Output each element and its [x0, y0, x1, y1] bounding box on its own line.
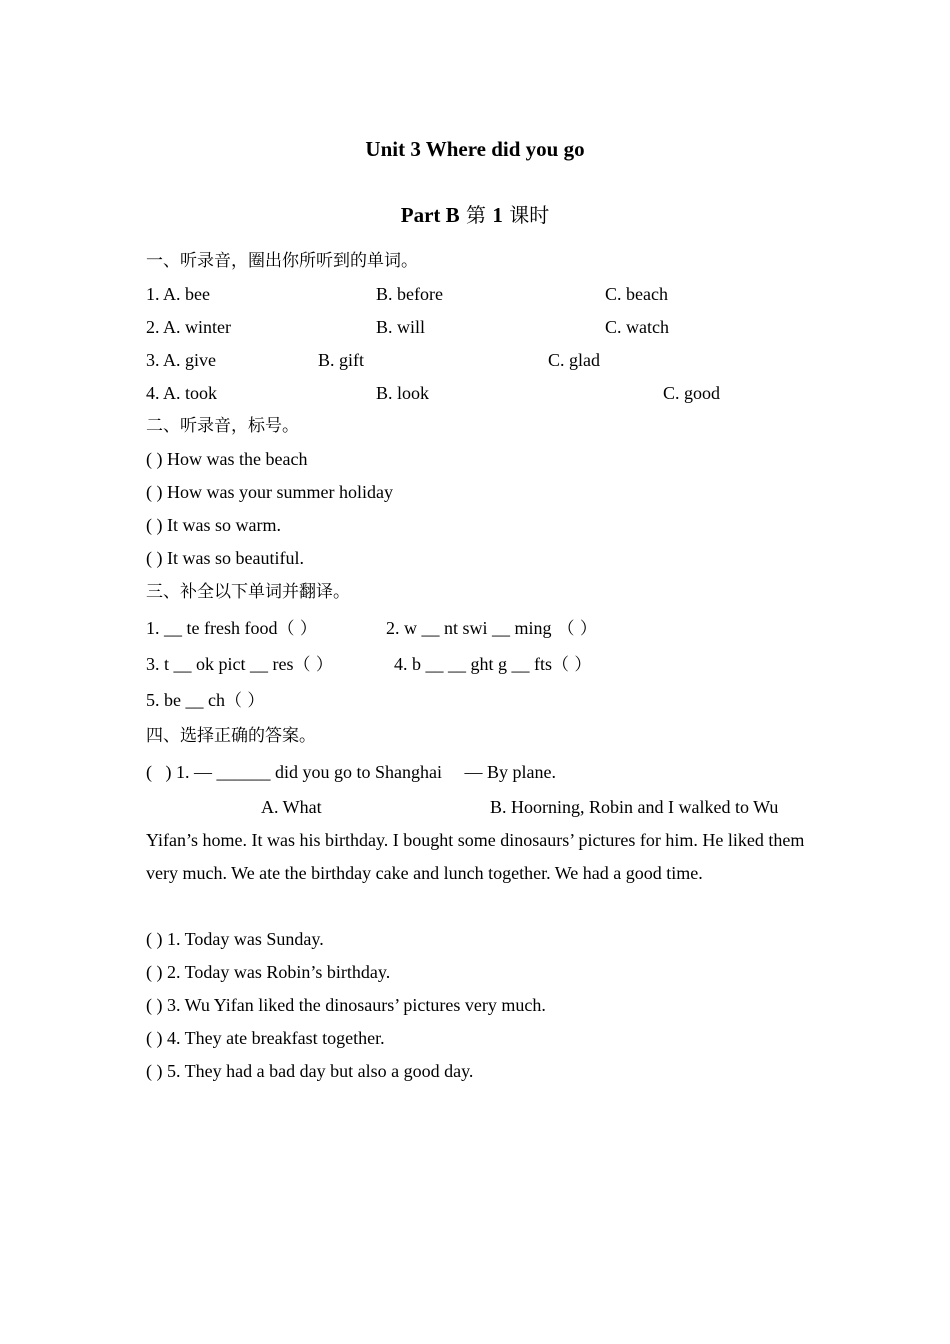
s1-row1-option-c: C. beach	[605, 284, 668, 304]
s1-row3-option-b: B. gift	[318, 350, 365, 370]
s3-item-5-blank: （ ）	[224, 691, 265, 711]
section3-heading: 三、补全以下单词并翻译。	[146, 582, 350, 602]
judgement-3: ( ) 3. Wu Yifan liked the dinosaurs’ pictures very much.	[146, 995, 546, 1015]
subtitle-lesson-number: 1	[492, 203, 503, 227]
reading-paragraph: Yifan’s home. It was his birthday. I bought some dinosaurs’ pictures for him. He liked them very much. We ate the birthday cake and lunch together. We had a good time.	[146, 830, 805, 883]
s1-row4-option-a: 4. A. took	[146, 383, 218, 403]
s2-item-4: ( ) It was so beautiful.	[146, 548, 304, 568]
s2-item-2: ( ) How was your summer holiday	[146, 482, 393, 502]
s2-item-3: ( ) It was so warm.	[146, 515, 281, 535]
s1-row1-option-a: 1. A. bee	[146, 284, 210, 304]
s2-item-1: ( ) How was the beach	[146, 449, 308, 469]
s4-option-b: B. Hoorning, Robin and I walked to Wu	[490, 797, 779, 817]
s3-item-2	[386, 616, 597, 641]
s3-item-3	[146, 652, 333, 677]
s3-item-4-text: 4. b __ __ ght g __ fts	[394, 654, 553, 674]
judgement-5: ( ) 5. They had a bad day but also a good day.	[146, 1061, 474, 1081]
s3-item-2-text: 2. w __ nt swi __ ming	[386, 618, 552, 638]
s3-item-5	[146, 688, 264, 713]
s3-item-5-text: 5. be __ ch	[146, 690, 225, 710]
subtitle-cn-1: 第	[459, 203, 493, 227]
s1-row3-option-a: 3. A. give	[146, 350, 216, 370]
s4-question-1: ( ) 1. — ______ did you go to Shanghai — By plane.	[146, 762, 556, 782]
s1-row2-option-a: 2. A. winter	[146, 317, 231, 337]
section2-heading: 二、听录音，标号。	[146, 416, 299, 436]
s3-item-2-blank: （ ）	[557, 619, 597, 639]
judgement-1: ( ) 1. Today was Sunday.	[146, 929, 324, 949]
s3-item-3-blank: （ ）	[293, 655, 333, 675]
s1-row3-option-c: C. glad	[548, 350, 600, 370]
judgement-2: ( ) 2. Today was Robin’s birthday.	[146, 962, 391, 982]
s1-row2-option-b: B. will	[376, 317, 426, 337]
s1-row2-option-c: C. watch	[605, 317, 669, 337]
s3-item-1	[146, 616, 317, 641]
s4-option-a: A. What	[261, 797, 322, 817]
subtitle-cn-2: 课时	[502, 203, 550, 227]
section1-heading: 一、听录音，圈出你所听到的单词。	[146, 251, 418, 271]
judgement-4: ( ) 4. They ate breakfast together.	[146, 1028, 385, 1048]
s3-item-3-text: 3. t __ ok pict __ res	[146, 654, 294, 674]
page-title: Unit 3 Where did you go	[365, 137, 585, 161]
subtitle-part: Part B	[400, 203, 460, 227]
s3-item-1-text: 1. __ te fresh food	[146, 618, 278, 638]
s3-item-4-blank: （ ）	[552, 655, 592, 675]
s1-row1-option-b: B. before	[376, 284, 443, 304]
page-subtitle	[0, 199, 950, 228]
s3-item-1-blank: （ ）	[277, 619, 317, 639]
s1-row4-option-b: B. look	[376, 383, 430, 403]
section4-heading: 四、选择正确的答案。	[146, 726, 316, 746]
s1-row4-option-c: C. good	[663, 383, 721, 403]
s3-item-4	[394, 652, 591, 677]
